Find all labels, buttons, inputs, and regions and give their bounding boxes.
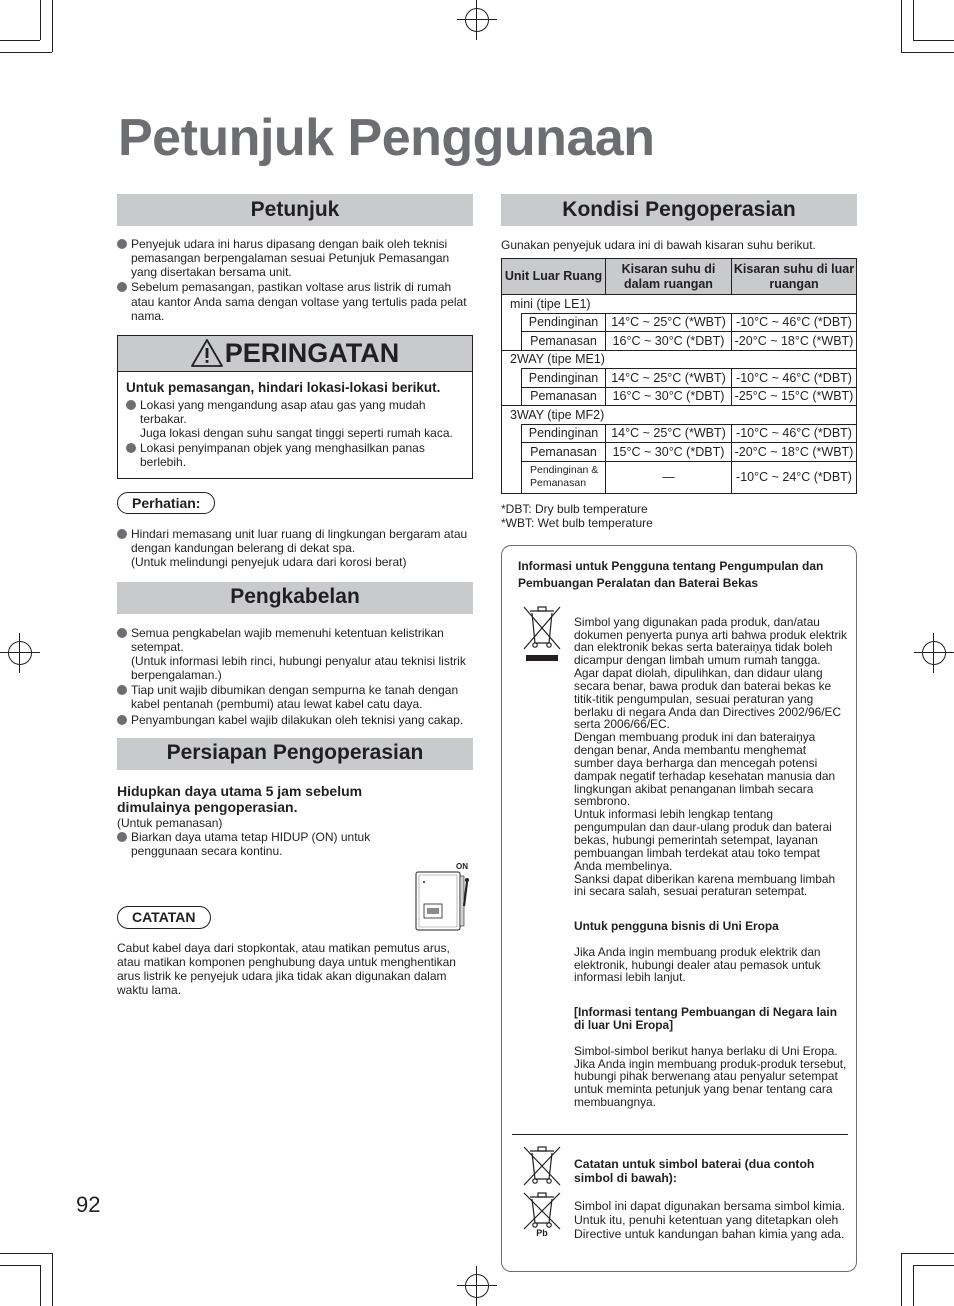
table-header: Kisaran suhu di dalam ruangan [606, 259, 732, 295]
indoor-cell: — [606, 461, 732, 493]
warning-body [118, 372, 472, 478]
list-item: Hindari memasang unit luar ruang di lingkungan bergaram atau dengan kandungan belerang di dekat spa. (Untuk melindungi penyejuk udara dari korosi berat) [117, 527, 473, 569]
warning-subheading: Untuk pemasangan, hindari lokasi-lokasi berikut. [126, 379, 441, 395]
crop-mark [52, 1253, 53, 1306]
info-eu-title: Untuk pengguna bisnis di Uni Eropa [574, 919, 779, 934]
info-paragraph: Simbol yang digunakan pada produk, dan/atau dokumen penyerta punya arti bahwa produk elektrik dan elektronik bekas serta bateraiņya tidak boleh dicampur dengan limbah umum rumah tangga. Agar dapat diolah, dipulihkan, dan didaur ulang secara benar, bawa produk dan baterai bekas ke titik-titik pengumpulan, sesuai peraturan yang berlaku di negara Anda dan Directives 2002/96/EC serta 2006/66/EC. Dengan membuang produk ini dan bateraiņya dengan benar, Anda membantu menghemat sumber daya berharga dan mencegah potensi dampak negatif terhadap kesehatan manusia dan lingkungan akibat penanganan limbah secara sembrono. Untuk informasi lebih lengkap tentang pengumpulan dan daur-ulang produk dan baterai bekas, hubungi pemerintah setempat, layanan pembuangan limbah terdekat atau toko tempat Anda membelinya. Sanksi dapat diberikan karena membuang limbah ini secara salah, sesuai peraturan setempat. [574, 614, 847, 899]
outdoor-cell: -20°C ~ 18°C (*WBT) [732, 332, 857, 351]
bullet-icon [117, 628, 127, 638]
outdoor-cell: -20°C ~ 18°C (*WBT) [732, 443, 857, 462]
persiapan-note: (Untuk pemanasan) [117, 815, 223, 830]
warning-label: PERINGATAN [224, 337, 400, 368]
info-non-eu-text: Simbol-simbol berikut hanya berlaku di Uni Eropa. Jika Anda ingin membuang produk-produk tersebut, hubungi pihak berwenang atau penyalur setempat untuk meminta petunjuk yang benar tentang cara membuangnya. [574, 1043, 847, 1110]
group-label: 2WAY (tipe ME1) [502, 350, 857, 369]
crop-mark [913, 1265, 914, 1306]
list-item: Sebelum pemasangan, pastikan voltase arus listrik di rumah atau kantor Anda sama dengan voltase yang tertulis pada pelat nama. [117, 280, 473, 322]
battery-bin-icon [520, 1143, 564, 1187]
power-switch-icon [414, 862, 474, 934]
list-item: Biarkan daya utama tetap HIDUP (ON) untuk penggunaan secara kontinu. [117, 830, 397, 858]
table-header: Kisaran suhu di luar ruangan [732, 259, 857, 295]
list-item: Penyambungan kabel wajib dilakukan oleh teknisi yang cakap. [117, 713, 473, 727]
crop-mark [901, 0, 902, 52]
mode-cell: Pendinginan [522, 424, 606, 443]
bullet-icon [126, 443, 136, 453]
indoor-cell: 15°C ~ 30°C (*DBT) [606, 443, 732, 462]
crop-mark [901, 1253, 902, 1306]
page-title: Petunjuk Penggunaan [118, 109, 655, 167]
table-group-row [502, 406, 857, 425]
table-footnotes [501, 502, 857, 531]
temperature-table [501, 258, 857, 494]
footnote: *DBT: Dry bulb temperature [501, 501, 648, 516]
outdoor-cell: -10°C ~ 24°C (*DBT) [732, 461, 857, 493]
petunjuk-list [117, 237, 473, 323]
power-switch-illustration [414, 862, 474, 934]
perhatian-list [117, 527, 473, 569]
section-heading-pengkabelan: Pengkabelan [117, 582, 473, 614]
crop-mark [901, 52, 954, 53]
outdoor-cell: -10°C ~ 46°C (*DBT) [732, 369, 857, 388]
crop-mark [913, 40, 954, 41]
info-title: Informasi untuk Pengguna tentang Pengumpulan dan Pembuangan Peralatan dan Baterai Bekas [518, 559, 824, 590]
mode-cell: Pendinginan [522, 369, 606, 388]
battery-text: Simbol ini dapat digunakan bersama simbol kimia. Untuk itu, penuhi ketentuan yang ditetapkan oleh Directive untuk kandungan bahan kimia yang ada. [574, 1198, 845, 1241]
perhatian-label: Perhatian: [117, 492, 215, 515]
section-heading-petunjuk: Petunjuk [117, 194, 473, 226]
persiapan-list [117, 830, 397, 858]
crop-mark [40, 0, 41, 40]
footnote: *WBT: Wet bulb temperature [501, 516, 653, 531]
table-row [502, 461, 857, 493]
indoor-cell: 14°C ~ 25°C (*WBT) [606, 313, 732, 332]
bullet-icon [117, 282, 127, 292]
crop-mark [913, 0, 914, 40]
outdoor-cell: -10°C ~ 46°C (*DBT) [732, 313, 857, 332]
warning-triangle-icon [191, 339, 223, 367]
section-heading-persiapan: Persiapan Pengoperasian [117, 738, 473, 770]
page-number: 92 [76, 1192, 101, 1217]
crossed-bin-icon [520, 603, 564, 665]
indoor-cell: 14°C ~ 25°C (*WBT) [606, 369, 732, 388]
table-group-row [502, 295, 857, 314]
info-eu-text: Jika Anda ingin membuang produk elektrik dan elektronik, hubungi dealer atau pemasok untuk informasi lebih lanjut. [574, 944, 821, 985]
catatan-label: CATATAN [117, 906, 211, 929]
outdoor-cell: -10°C ~ 46°C (*DBT) [732, 424, 857, 443]
warning-box [117, 335, 473, 479]
table-header-row [502, 259, 857, 295]
crop-mark [0, 1253, 52, 1254]
table-row [502, 369, 857, 388]
disposal-info-box [501, 545, 857, 1272]
table-group-row [502, 350, 857, 369]
registration-mark [457, 0, 497, 40]
persiapan-content [117, 783, 397, 859]
table-row [502, 443, 857, 462]
warning-title [118, 336, 472, 372]
outdoor-cell: -25°C ~ 15°C (*WBT) [732, 387, 857, 406]
list-item: Lokasi penyimpanan objek yang menghasilkan panas berlebih. [126, 441, 464, 469]
catatan-text: Cabut kabel daya dari stopkontak, atau matikan pemutus arus, atau matikan komponen penghubung daya untuk menghentikan arus listrik ke penyejuk udara jika tidak akan digunakan dalam waktu lama. [117, 940, 456, 998]
mode-cell: Pemanasan [522, 332, 606, 351]
warning-list [126, 398, 464, 470]
bullet-icon [117, 529, 127, 539]
persiapan-subheading: Hidupkan daya utama 5 jam sebelum dimulainya pengoperasian. [117, 782, 363, 816]
bullet-icon [117, 832, 127, 842]
crop-mark [52, 0, 53, 52]
bullet-icon [117, 239, 127, 249]
indoor-cell: 16°C ~ 30°C (*DBT) [606, 332, 732, 351]
pengkabelan-list [117, 626, 473, 727]
table-row [502, 313, 857, 332]
list-item: Lokasi yang mengandung asap atau gas yang mudah terbakar. Juga lokasi dengan suhu sangat tinggi seperti rumah kaca. [126, 398, 464, 440]
table-header: Unit Luar Ruang [502, 259, 606, 295]
kondisi-intro: Gunakan penyejuk udara ini di bawah kisaran suhu berikut. [501, 238, 816, 252]
crop-mark [913, 1265, 954, 1266]
crop-mark [40, 1265, 41, 1306]
registration-mark [457, 1266, 497, 1306]
crop-mark [0, 40, 40, 41]
battery-bin-pb-icon [520, 1191, 564, 1231]
bullet-icon [117, 715, 127, 725]
info-divider [512, 1134, 848, 1135]
bullet-icon [117, 685, 127, 695]
mode-cell: Pemanasan [522, 387, 606, 406]
list-item: Tiap unit wajib dibumikan dengan sempurna ke tanah dengan kabel pentanah (pembumi) atau lewat kabel catu daya. [117, 683, 473, 711]
battery-title: Catatan untuk simbol baterai (dua contoh simbol di bawah): [574, 1156, 815, 1185]
table-row [502, 424, 857, 443]
mode-cell: Pemanasan [522, 443, 606, 462]
section-heading-kondisi: Kondisi Pengoperasian [501, 194, 857, 226]
table-row [502, 332, 857, 351]
bullet-icon [126, 400, 136, 410]
mode-cell: Pendinginan [522, 313, 606, 332]
right-column [501, 194, 857, 1272]
group-label: 3WAY (tipe MF2) [502, 406, 857, 425]
crop-mark [0, 52, 52, 53]
list-item: Penyejuk udara ini harus dipasang dengan baik oleh teknisi pemasangan berpengalaman sesuai Petunjuk Pemasangan yang disertakan bersama unit. [117, 237, 473, 279]
table-row [502, 387, 857, 406]
group-label: mini (tipe LE1) [502, 295, 857, 314]
crop-mark [901, 1253, 954, 1254]
mode-cell: Pendinginan & Pemanasan [522, 461, 606, 493]
list-item: Semua pengkabelan wajib memenuhi ketentuan kelistrikan setempat. (Untuk informasi lebih rinci, hubungi penyalur atau teknisi listrik berpengalaman.) [117, 626, 473, 683]
info-non-eu-title: [Informasi tentang Pembuangan di Negara lain di luar Uni Eropa] [574, 1005, 837, 1032]
registration-mark [914, 633, 954, 673]
registration-mark [0, 633, 40, 673]
indoor-cell: 16°C ~ 30°C (*DBT) [606, 387, 732, 406]
indoor-cell: 14°C ~ 25°C (*WBT) [606, 424, 732, 443]
crop-mark [0, 1265, 40, 1266]
pb-label: Pb [536, 1227, 548, 1238]
switch-on-label: ON [456, 862, 468, 871]
